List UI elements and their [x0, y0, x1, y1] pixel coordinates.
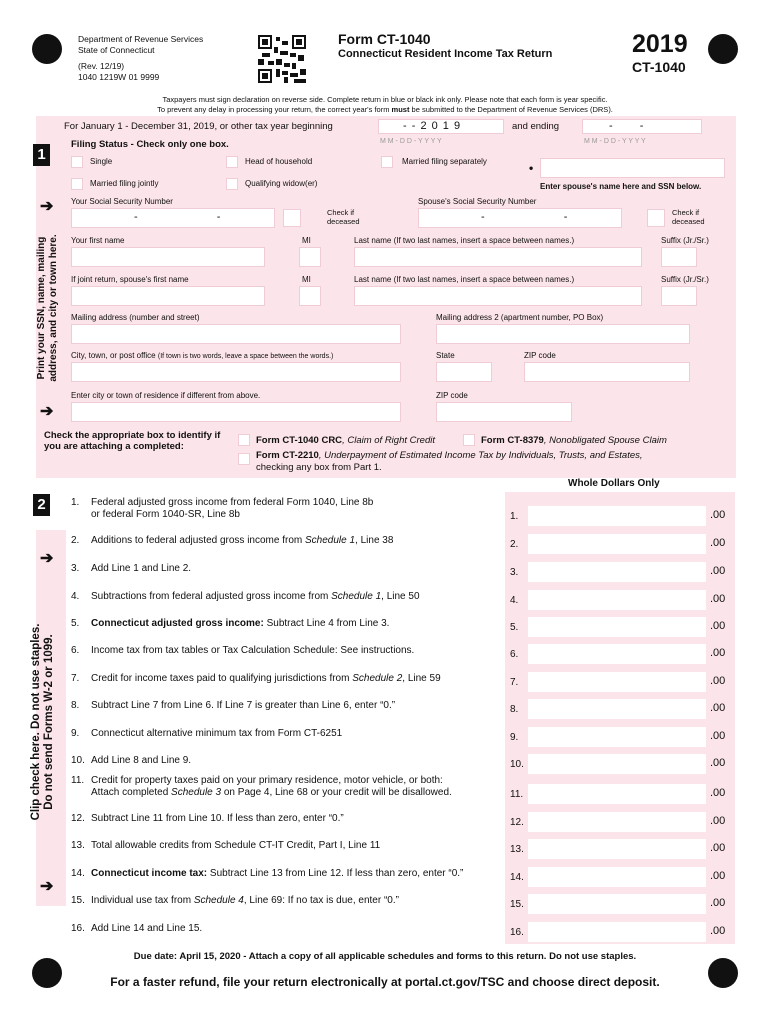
line-item	[0, 495, 770, 522]
cents-label: .00	[710, 509, 726, 521]
amount-field[interactable]	[528, 727, 706, 747]
clip-check-vertical-text: Clip check here. Do not use staples. Do not send Forms W-2 or 1099.	[30, 623, 55, 821]
single-checkbox[interactable]	[71, 156, 83, 168]
qualifying-widow-label: Qualifying widow(er)	[245, 179, 318, 188]
line-description: 13. Total allowable credits from Schedule CT-IT Credit, Part I, Line 11	[71, 840, 381, 851]
line-item	[0, 893, 770, 920]
residence-zip-field[interactable]	[436, 402, 572, 422]
line-item	[0, 921, 770, 948]
line-description: 8. Subtract Line 7 from Line 6. If Line 7 is greater than Line 6, enter “0.”	[71, 700, 396, 711]
ssn-label: Your Social Security Number	[71, 197, 173, 206]
cents-label: .00	[710, 787, 726, 799]
state-label: State	[436, 351, 455, 360]
married-jointly-checkbox[interactable]	[71, 178, 83, 190]
registration-mark	[32, 34, 62, 64]
arrow-left-icon: ➔	[40, 550, 54, 567]
spouse-mi-field[interactable]	[299, 286, 321, 306]
zip-label: ZIP code	[524, 351, 556, 360]
line-number-ref: 16.	[510, 927, 524, 938]
tax-year: 2019	[632, 30, 688, 58]
attach-label: Check the appropriate box to identify if you are attaching a completed:	[44, 430, 221, 452]
crc-checkbox[interactable]	[238, 434, 250, 446]
ct2210-checkbox[interactable]	[238, 453, 250, 465]
period-end-field[interactable]: - -	[582, 119, 702, 134]
line-item	[0, 533, 770, 560]
line-item	[0, 726, 770, 753]
line-description: 15. Individual use tax from Schedule 4, Line 69: If no tax is due, enter “0.”	[71, 895, 399, 906]
line-number-ref: 7.	[510, 677, 519, 688]
date-format-hint: M M - D D - Y Y Y Y	[380, 138, 442, 145]
spouse-deceased-label: Check if deceased	[672, 208, 705, 226]
city-label: City, town, or post office (If town is two words, leave a space between the words.)	[71, 351, 334, 360]
whole-dollars-label: Whole Dollars Only	[568, 478, 660, 489]
line-number-ref: 3.	[510, 567, 519, 578]
cents-label: .00	[710, 842, 726, 854]
amount-field[interactable]	[528, 839, 706, 859]
amount-field[interactable]	[528, 922, 706, 942]
line-description: 4. Subtractions from federal adjusted gross income from Schedule 1, Line 50	[71, 591, 420, 602]
amount-field[interactable]	[528, 672, 706, 692]
spouse-mi-label: MI	[302, 275, 311, 284]
line-item	[0, 811, 770, 838]
filing-status-heading: Filing Status - Check only one box.	[71, 139, 229, 150]
qr-code-icon	[258, 35, 306, 83]
line-description-cont: or federal Form 1040-SR, Line 8b	[91, 509, 240, 520]
last-name-field[interactable]	[354, 247, 642, 267]
first-name-label: Your first name	[71, 236, 125, 245]
line-item	[0, 698, 770, 725]
cents-label: .00	[710, 537, 726, 549]
mi-label: MI	[302, 236, 311, 245]
amount-field[interactable]	[528, 754, 706, 774]
mailing-address-2-label: Mailing address 2 (apartment number, PO Box)	[436, 313, 604, 322]
line-description: 7. Credit for income taxes paid to qualifying jurisdictions from Schedule 2, Line 59	[71, 673, 441, 684]
married-separately-label: Married filing separately	[402, 157, 487, 166]
spouse-deceased-checkbox[interactable]	[647, 209, 665, 227]
cents-label: .00	[710, 730, 726, 742]
revision: (Rev. 12/19)	[78, 61, 125, 71]
period-begin-field[interactable]: - - 2 0 1 9	[378, 119, 504, 134]
residence-zip-label: ZIP code	[436, 391, 468, 400]
line-description: 11. Credit for property taxes paid on your primary residence, motor vehicle, or both:	[71, 775, 443, 786]
line-description: 3. Add Line 1 and Line 2.	[71, 563, 192, 574]
last-name-label: Last name (If two last names, insert a space between names.)	[354, 236, 575, 245]
line-item	[0, 589, 770, 616]
line-number-ref: 4.	[510, 595, 519, 606]
notice-line-2: To prevent any delay in processing your return, the correct year's form must be submitted to the Department of Revenue Services (DRS).	[157, 105, 613, 114]
crc-label: Form CT-1040 CRC, Claim of Right Credit	[256, 435, 435, 446]
state-field[interactable]	[436, 362, 492, 382]
line-number-ref: 9.	[510, 732, 519, 743]
line-number-ref: 2.	[510, 539, 519, 550]
line-number-ref: 8.	[510, 704, 519, 715]
amount-field[interactable]	[528, 506, 706, 526]
cents-label: .00	[710, 757, 726, 769]
city-field[interactable]	[71, 362, 401, 382]
form-code-small: 1040 1219W 01 9999	[78, 72, 160, 82]
amount-field[interactable]	[528, 699, 706, 719]
residence-label: Enter city or town of residence if different from above.	[71, 391, 261, 400]
line-item	[0, 616, 770, 643]
line-item	[0, 838, 770, 865]
spouse-ssn-field[interactable]: - -	[418, 208, 622, 228]
ct8379-label: Form CT-8379, Nonobligated Spouse Claim	[481, 435, 667, 446]
line-item	[0, 866, 770, 893]
spouse-ssn-label: Spouse's Social Security Number	[418, 197, 537, 206]
amount-field[interactable]	[528, 894, 706, 914]
tax-period-label: For January 1 - December 31, 2019, or other tax year beginning	[64, 121, 333, 132]
cents-label: .00	[710, 897, 726, 909]
amount-field[interactable]	[528, 812, 706, 832]
cents-label: .00	[710, 815, 726, 827]
ct2210-label: Form CT-2210, Underpayment of Estimated Income Tax by Individuals, Trusts, and Estates,	[256, 450, 643, 461]
line-description: 1. Federal adjusted gross income from federal Form 1040, Line 8b	[71, 497, 374, 508]
mailing-address-field[interactable]	[71, 324, 401, 344]
deceased-label: Check if deceased	[327, 208, 360, 226]
ending-label: and ending	[512, 121, 560, 132]
cents-label: .00	[710, 925, 726, 937]
mi-field[interactable]	[299, 247, 321, 267]
arrow-right-icon: ➔	[40, 198, 54, 215]
spouse-last-name-field[interactable]	[354, 286, 642, 306]
line-description: 16. Add Line 14 and Line 15.	[71, 923, 203, 934]
cents-label: .00	[710, 647, 726, 659]
married-jointly-label: Married filing jointly	[90, 179, 159, 188]
cents-label: .00	[710, 565, 726, 577]
line-item	[0, 643, 770, 670]
amount-field[interactable]	[528, 867, 706, 887]
ssn-field[interactable]: - -	[71, 208, 275, 228]
ct2210-label-2: checking any box from Part 1.	[256, 462, 382, 473]
dept-name: Department of Revenue Services	[78, 34, 204, 44]
amount-field[interactable]	[528, 590, 706, 610]
qualifying-widow-checkbox[interactable]	[226, 178, 238, 190]
form-title: Form CT-1040	[338, 31, 431, 47]
print-here-vertical-text: Print your SSN, name, mailing address, and city or town here.	[36, 234, 59, 382]
arrow-left-icon: ➔	[40, 878, 54, 895]
spouse-name-field[interactable]	[540, 158, 725, 178]
spouse-first-name-field[interactable]	[71, 286, 265, 306]
section-number-1: 1	[33, 144, 50, 166]
bullet: •	[529, 161, 534, 175]
spouse-first-name-label: If joint return, spouse's first name	[71, 275, 189, 284]
amount-field[interactable]	[528, 784, 706, 804]
line-item	[0, 561, 770, 588]
line-description: 14. Connecticut income tax: Subtract Line 13 from Line 12. If less than zero, enter “0.”	[71, 868, 464, 879]
line-number-ref: 1.	[510, 511, 519, 522]
notice-line-1: Taxpayers must sign declaration on reverse side. Complete return in blue or black ink only. Please note that each form is year specific.	[162, 95, 608, 104]
amount-field[interactable]	[528, 562, 706, 582]
suffix-label: Suffix (Jr./Sr.)	[661, 236, 709, 245]
line-description: 6. Income tax from tax tables or Tax Calculation Schedule: See instructions.	[71, 645, 415, 656]
form-subtitle: Connecticut Resident Income Tax Return	[338, 48, 553, 60]
spouse-suffix-label: Suffix (Jr./Sr.)	[661, 275, 709, 284]
line-item	[0, 671, 770, 698]
line-description: 2. Additions to federal adjusted gross income from Schedule 1, Line 38	[71, 535, 394, 546]
registration-mark	[708, 34, 738, 64]
line-description-cont: Attach completed Schedule 3 on Page 4, Line 68 or your credit will be disallowed.	[91, 787, 452, 798]
due-date: Due date: April 15, 2020 - Attach a copy of all applicable schedules and forms to this return. Do not use staples.	[133, 951, 637, 962]
line-item	[0, 773, 770, 800]
spouse-suffix-field[interactable]	[661, 286, 697, 306]
single-label: Single	[90, 157, 113, 166]
state-name: State of Connecticut	[78, 45, 155, 55]
cents-label: .00	[710, 702, 726, 714]
efile-note: For a faster refund, file your return electronically at portal.ct.gov/TSC and choose direct deposit.	[110, 975, 660, 989]
line-number-ref: 14.	[510, 872, 524, 883]
line-number-ref: 12.	[510, 817, 524, 828]
mailing-address-label: Mailing address (number and street)	[71, 313, 200, 322]
residence-field[interactable]	[71, 402, 401, 422]
line-description: 12. Subtract Line 11 from Line 10. If less than zero, enter “0.”	[71, 813, 344, 824]
amount-field[interactable]	[528, 617, 706, 637]
cents-label: .00	[710, 593, 726, 605]
cents-label: .00	[710, 620, 726, 632]
section-number-2: 2	[33, 494, 50, 516]
head-of-household-checkbox[interactable]	[226, 156, 238, 168]
ct8379-checkbox[interactable]	[463, 434, 475, 446]
line-number-ref: 15.	[510, 899, 524, 910]
line-description: 10. Add Line 8 and Line 9.	[71, 755, 192, 766]
line-description: 5. Connecticut adjusted gross income: Subtract Line 4 from Line 3.	[71, 618, 390, 629]
arrow-right-icon: ➔	[40, 403, 54, 420]
line-number-ref: 11.	[510, 789, 524, 800]
cents-label: .00	[710, 675, 726, 687]
line-number-ref: 13.	[510, 844, 524, 855]
head-of-household-label: Head of household	[245, 157, 313, 166]
first-name-field[interactable]	[71, 247, 265, 267]
line-description: 9. Connecticut alternative minimum tax from Form CT-6251	[71, 728, 343, 739]
line-number-ref: 10.	[510, 759, 524, 770]
suffix-field[interactable]	[661, 247, 697, 267]
mailing-address-2-field[interactable]	[436, 324, 690, 344]
cents-label: .00	[710, 870, 726, 882]
line-number-ref: 5.	[510, 622, 519, 633]
spouse-note: Enter spouse's name here and SSN below.	[540, 182, 702, 191]
married-separately-checkbox[interactable]	[381, 156, 393, 168]
spouse-last-name-label: Last name (If two last names, insert a space between names.)	[354, 275, 575, 284]
date-format-hint: M M - D D - Y Y Y Y	[584, 138, 646, 145]
amount-field[interactable]	[528, 534, 706, 554]
deceased-checkbox[interactable]	[283, 209, 301, 227]
zip-field[interactable]	[524, 362, 690, 382]
line-number-ref: 6.	[510, 649, 519, 660]
form-code: CT-1040	[632, 59, 686, 75]
amount-field[interactable]	[528, 644, 706, 664]
